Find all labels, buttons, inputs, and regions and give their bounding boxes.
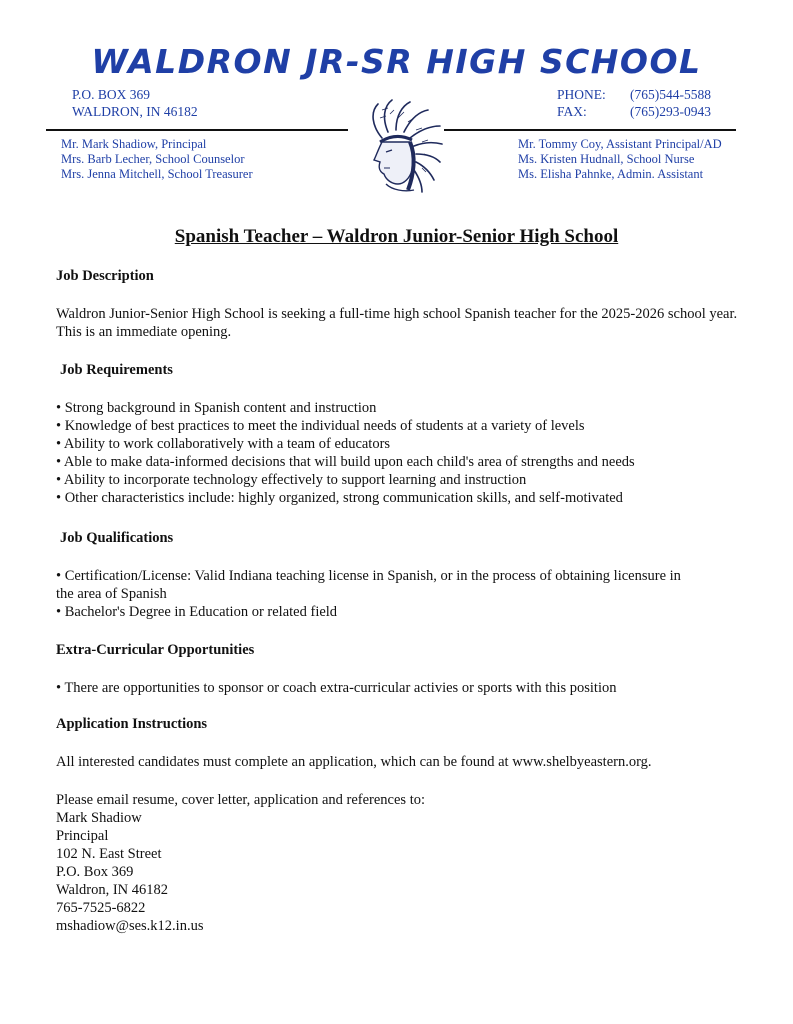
application-text: All interested candidates must complete an application, which can be found at www.shelbyeastern.org.	[56, 754, 652, 770]
application-section	[56, 715, 746, 733]
address-line-2: WALDRON, IN 46182	[72, 104, 198, 119]
job-requirements-heading: Job Requirements	[60, 362, 173, 378]
phone-value: (765)544-5588	[630, 87, 711, 102]
job-qualifications-list	[56, 567, 696, 621]
staff-list-right	[518, 137, 722, 182]
contact-email: mshadiow@ses.k12.in.us	[56, 918, 204, 934]
job-description-heading: Job Description	[56, 268, 154, 284]
mascot-logo-icon	[352, 98, 444, 194]
job-requirements-list	[56, 399, 756, 507]
contact-line: Principal	[56, 828, 109, 844]
list-item: • Ability to work collaboratively with a team of educators	[56, 436, 391, 452]
staff-member: Mr. Mark Shadiow, Principal	[61, 137, 207, 151]
header-divider-left	[46, 129, 348, 131]
school-address	[72, 86, 198, 120]
staff-list-left	[61, 137, 253, 182]
list-item: • Strong background in Spanish content and instruction	[56, 400, 377, 416]
list-item: • Ability to incorporate technology effectively to support learning and instruction	[56, 472, 527, 488]
application-contact	[56, 791, 746, 935]
application-body	[56, 753, 746, 771]
contact-line: P.O. Box 369	[56, 864, 134, 880]
contact-intro: Please email resume, cover letter, application and references to:	[56, 792, 425, 808]
staff-member: Ms. Elisha Pahnke, Admin. Assistant	[518, 167, 704, 181]
job-description-section	[56, 267, 746, 285]
contact-line: Mark Shadiow	[56, 810, 142, 826]
fax-value: (765)293-0943	[630, 104, 711, 119]
application-heading: Application Instructions	[56, 716, 208, 732]
list-item: • Bachelor's Degree in Education or related field	[56, 604, 338, 620]
school-contact	[557, 86, 711, 120]
job-qualifications-section	[60, 529, 750, 547]
fax-label: FAX:	[557, 104, 587, 119]
list-item: • Able to make data-informed decisions that will build upon each child's area of strengths and needs	[56, 454, 635, 470]
job-description-text: Waldron Junior-Senior High School is seeking a full-time high school Spanish teacher for the 2025-2026 school year. This is an immediate opening.	[56, 306, 738, 340]
header-divider-right	[444, 129, 736, 131]
staff-member: Mrs. Barb Lecher, School Counselor	[61, 152, 245, 166]
school-name: WALDRON JR-SR HIGH SCHOOL	[91, 42, 702, 81]
job-qualifications-heading: Job Qualifications	[60, 530, 174, 546]
address-line-1: P.O. BOX 369	[72, 87, 151, 102]
phone-label: PHONE:	[557, 87, 606, 102]
list-item: • Other characteristics include: highly organized, strong communication skills, and self-motivated	[56, 490, 623, 506]
list-item: • Knowledge of best practices to meet the individual needs of students at a variety of levels	[56, 418, 585, 434]
staff-member: Mrs. Jenna Mitchell, School Treasurer	[61, 167, 253, 181]
contact-line: 765-7525-6822	[56, 900, 146, 916]
job-requirements-section	[60, 361, 750, 379]
fax-row	[557, 103, 711, 120]
extra-curricular-section	[56, 641, 746, 659]
document-title: Spanish Teacher – Waldron Junior-Senior High School	[174, 226, 619, 247]
job-description-body	[56, 305, 746, 341]
contact-line: 102 N. East Street	[56, 846, 162, 862]
staff-member: Ms. Kristen Hudnall, School Nurse	[518, 152, 695, 166]
staff-member: Mr. Tommy Coy, Assistant Principal/AD	[518, 137, 722, 151]
extra-curricular-heading: Extra-Curricular Opportunities	[56, 642, 255, 658]
contact-line: Waldron, IN 46182	[56, 882, 168, 898]
list-item: • Certification/License: Valid Indiana teaching license in Spanish, or in the process of obtaining licensure in the area of Spanish	[56, 568, 681, 602]
list-item: • There are opportunities to sponsor or coach extra-curricular activies or sports with this position	[56, 680, 617, 696]
extra-curricular-list	[56, 679, 746, 697]
phone-row	[557, 86, 711, 103]
